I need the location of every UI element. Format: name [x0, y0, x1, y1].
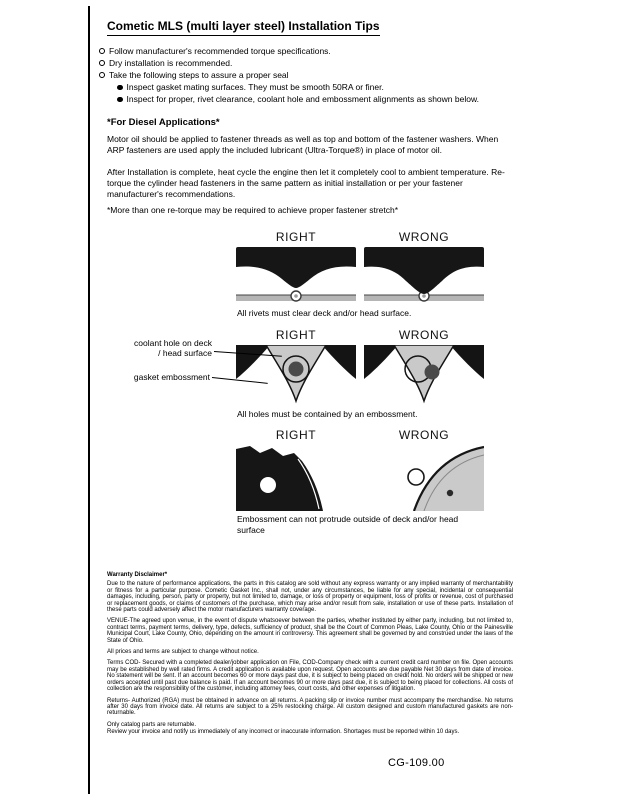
- circle-bullet-icon: [99, 72, 105, 78]
- legal-paragraph: Returns- Authorized (RGA) must be obtained in advance on all returns. A packing slip or invoice number must accompany the merchandise. No returns after 30 days from invoice date. All returns are subject to a 25% restocking charge. All custom designed and custom manufactured gaskets are non-returnable.: [107, 697, 513, 717]
- diagram-rivet-right-image: [236, 247, 356, 304]
- page-code: CG-109.00: [388, 757, 445, 769]
- list-sub-item: [99, 93, 479, 105]
- caption-embossment: Embossment can not protrude outside of deck and/or head surface: [237, 514, 459, 535]
- legal-paragraph: Review your invoice and notify us immediately of any incorrect or inaccurate information. Shortages must be reported within 10 days.: [107, 729, 460, 736]
- retorque-note: *More than one re-torque may be required to achieve proper fastener stretch*: [107, 205, 399, 215]
- dot-bullet-icon: [117, 85, 123, 91]
- wrong-label: WRONG: [398, 428, 450, 442]
- legal-paragraph: VENUE-The agreed upon venue, in the event of dispute whatsoever between the parties, whether instituted by either party, including, but not limited to, contract terms, payment terms, delivery, type, defects, sufficiency of product, shall be the Court of Common Pleas, Lake County, Ohio or the Painesville Municipal Court, Lake County, Ohio, depending on the amount in controversy. This agreement shall be governed by and construed under the laws of the State of Ohio.: [107, 618, 513, 644]
- diagram-row-rivets: [236, 230, 484, 304]
- diagram-hole-wrong-image: [364, 345, 484, 405]
- caption-holes: All holes must be contained by an embossment.: [237, 409, 418, 419]
- page-title: Cometic MLS (multi layer steel) Installation Tips: [107, 19, 380, 36]
- dot-bullet-icon: [117, 97, 123, 103]
- tip-text: Follow manufacturer's recommended torque specifications.: [109, 46, 331, 56]
- list-item: [99, 57, 479, 69]
- diagram-embossment-right-image: [236, 445, 356, 511]
- legal-section: [107, 572, 513, 741]
- diagram-right-column: [236, 428, 356, 511]
- warranty-disclaimer-heading: Warranty Disclaimer*: [107, 572, 168, 578]
- diagram-rivet-wrong-image: [364, 247, 484, 304]
- left-border-rule: [88, 6, 90, 794]
- wrong-label: WRONG: [398, 230, 450, 244]
- list-sub-item: [99, 81, 479, 93]
- tip-text: Inspect for proper, rivet clearance, coolant hole and embossment alignments as shown below.: [126, 94, 479, 104]
- right-label: RIGHT: [275, 230, 317, 244]
- diagram-wrong-column: [364, 328, 484, 405]
- diagram-right-column: [236, 328, 356, 405]
- wrong-label: WRONG: [398, 328, 450, 342]
- label-coolant-hole: coolant hole on deck / head surface: [134, 338, 212, 358]
- diagram-embossment-wrong-image: [364, 445, 484, 511]
- circle-bullet-icon: [99, 48, 105, 54]
- tip-text: Dry installation is recommended.: [109, 58, 233, 68]
- legal-paragraph: Due to the nature of performance applications, the parts in this catalog are sold without any express warranty or any implied warranty of merchantability or fitness for a particular purpose. Cometic Gasket Inc., shall not, under any circumstances, be liable for any special, incidental or consequential damages, including, person, party or property, but not limited to, damage, or loss of property or equipment, loss of profits or revenue, cost of purchased or replacement goods, or claims of customers of the purchase, which may arise and/or result from sale, installation or use of these parts. Installation of these parts could adversely affect the motor manufacturers warranty coverage.: [107, 581, 513, 614]
- list-item: [99, 45, 479, 57]
- circle-bullet-icon: [99, 60, 105, 66]
- diesel-applications-heading: *For Diesel Applications*: [107, 117, 220, 128]
- diesel-paragraph-2: After Installation is complete, heat cycle the engine then let it completely cool to ambient temperature. Re-torque the cylinder head fasteners in the same pattern as initial installation or per your fastener manufacturer's recommendations.: [107, 167, 505, 199]
- legal-paragraph: All prices and terms are subject to change without notice.: [107, 649, 259, 656]
- list-item: [99, 69, 479, 81]
- right-label: RIGHT: [275, 428, 317, 442]
- diesel-paragraph-1: Motor oil should be applied to fastener threads as well as top and bottom of the fastener washers. When ARP fasteners are used apply the included lubricant (Ultra-Torque®) in place of motor oil.: [107, 134, 499, 155]
- label-gasket-embossment: gasket embossment: [133, 372, 210, 382]
- right-label: RIGHT: [275, 328, 317, 342]
- diagram-right-column: [236, 230, 356, 304]
- diagram-wrong-column: [364, 230, 484, 304]
- legal-paragraph: Only catalog parts are returnable.: [107, 721, 197, 728]
- caption-rivets: All rivets must clear deck and/or head surface.: [237, 308, 412, 318]
- tip-text: Inspect gasket mating surfaces. They must be smooth 50RA or finer.: [126, 82, 384, 92]
- tip-text: Take the following steps to assure a proper seal: [109, 70, 289, 80]
- installation-tips-list: [99, 45, 479, 105]
- diagram-row-holes: [236, 328, 484, 405]
- diagram-row-embossment: [236, 428, 484, 511]
- legal-paragraph: Terms COD- Secured with a completed dealer/jobber application on File, COD-Company check with a current credit card number on file. Open accounts may be established by well rated firms. A credit application is available upon request. Open accounts are due payable Net 30 days from date of invoice. No statement will be sent. If an account becomes 60 or more days past due, it is subject to being placed on credit hold. No orders will be shipped or new orders accepted until past due balance is paid. If an account becomes 90 or more days past due, it is subject to being placed for collections. All costs of collection are the responsibility of the customer, including attorney fees, court costs, and other expenses of litigation.: [107, 660, 513, 693]
- diagram-wrong-column: [364, 428, 484, 511]
